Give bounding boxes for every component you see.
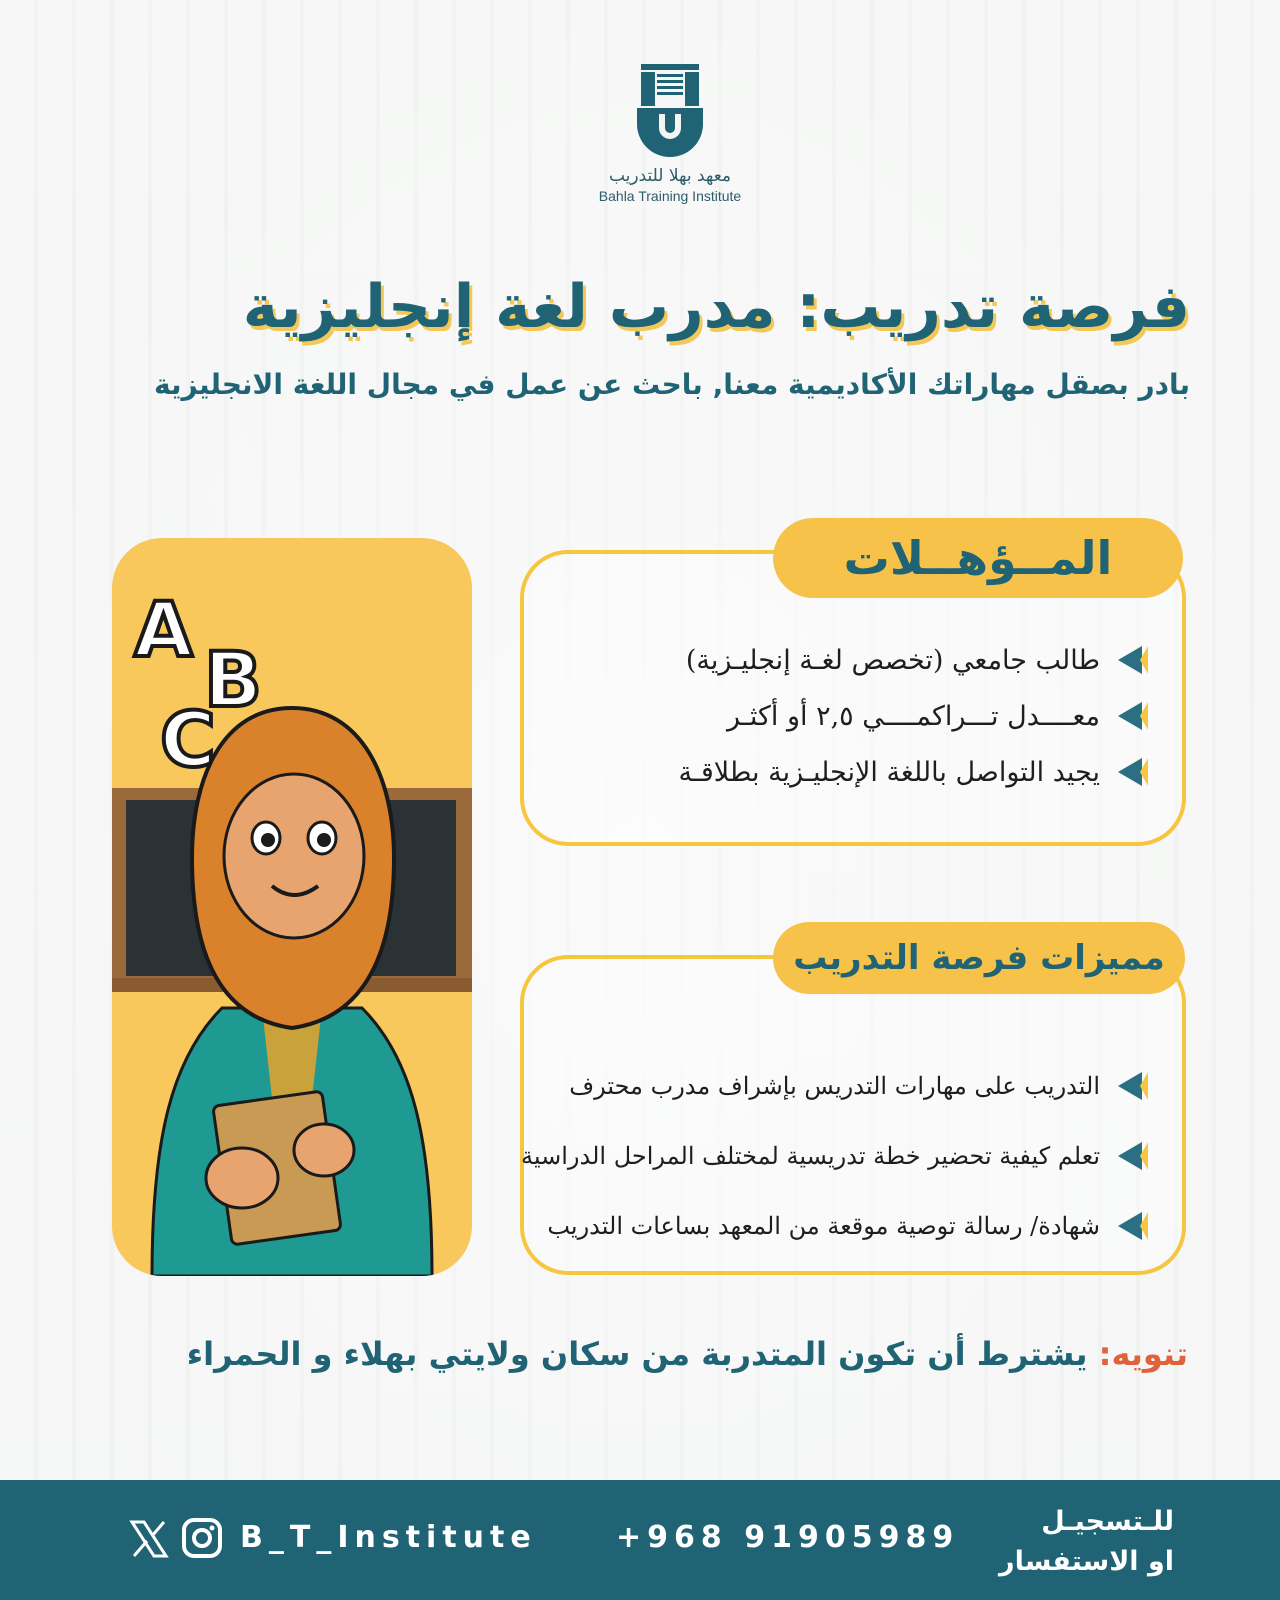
page-subtitle: بادر بصقل مهاراتك الأكاديمية معنا, باحث عن عمل في مجال اللغة الانجليزية [154,368,1190,401]
register-line-2: او الاستفسار [999,1546,1174,1577]
triangle-bullet-icon [1118,758,1142,786]
triangle-bullet-icon [1118,702,1142,730]
list-item [521,1051,1142,1121]
triangle-bullet-icon [1118,1142,1142,1170]
list-item [679,688,1143,744]
social-handle[interactable]: B_T_Institute [240,1520,537,1555]
x-icon[interactable] [128,1518,170,1560]
list-item-text: تعلم كيفية تحضير خطة تدريسية لمختلف المراحل الدراسية [521,1142,1100,1170]
benefits-title: مميزات فرصة التدريب [773,922,1185,994]
list-item-text: شهادة/ رسالة توصية موقعة من المعهد بساعات التدريب [547,1212,1100,1240]
benefits-panel [520,955,1186,1275]
list-item-text: طالب جامعي (تخصص لغـة إنجليـزية) [685,644,1100,676]
qualifications-title: المــؤهــلات [773,518,1183,598]
institute-logo [580,62,760,242]
phone-number[interactable]: +968 91905989 [616,1520,960,1555]
list-item [521,1191,1142,1261]
page-title: فرصة تدريب: مدرب لغة إنجليزية [242,272,1190,342]
list-item-text: يجيد التواصل باللغة الإنجليـزية بطلاقـة [678,756,1100,788]
list-item [679,744,1143,800]
notice-text: يشترط أن تكون المتدربة من سكان ولايتي بهلاء و الحمراء [186,1335,1088,1373]
teacher-illustration [112,538,472,1276]
logo-name-english: Bahla Training Institute [598,188,742,204]
letter-c: C [160,695,216,784]
triangle-bullet-icon [1118,1212,1142,1240]
letter-a: A [134,585,193,674]
notice-label: تنويه: [1098,1335,1188,1373]
contact-footer [0,1480,1280,1600]
benefits-list [521,1051,1142,1261]
institute-logo-icon [633,62,707,158]
logo-name-arabic: معهد بهلا للتدريب [608,166,732,186]
teacher-illustration-icon [112,538,472,1276]
instagram-icon[interactable] [180,1516,224,1560]
register-label [984,1502,1174,1582]
list-item-text: التدريب على مهارات التدريس بإشراف مدرب محترف [569,1072,1100,1100]
letter-b: B [204,635,262,724]
notice [80,1335,1188,1373]
list-item [521,1121,1142,1191]
list-item [679,632,1143,688]
register-line-1: للـتسجيـل [1041,1506,1174,1537]
qualifications-list [679,632,1143,800]
triangle-bullet-icon [1118,1072,1142,1100]
list-item-text: معــــدل تـــراكمــــي ٢,٥ أو أكثـر [727,700,1100,732]
triangle-bullet-icon [1118,646,1142,674]
